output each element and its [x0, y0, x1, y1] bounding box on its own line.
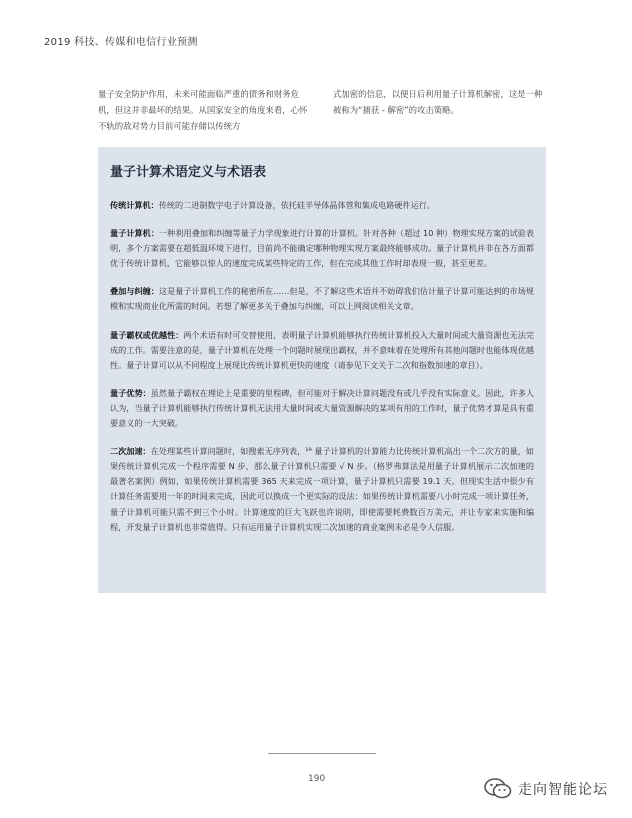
glossary-definition: 传统的二进制数字电子计算设备，依托硅半导体晶体管和集成电路硬件运行。 [158, 200, 436, 210]
glossary-term: 量子优势： [110, 387, 151, 398]
glossary-definition: 这是量子计算机工作的秘密所在……但是，不了解这些术语并不妨碍我们估计量子计算可能达到的市场规模和实现商业化所需的时间。若想了解更多关于叠加与纠缠，可以上网阅读相关文章。 [110, 286, 534, 312]
glossary-term: 二次加速： [110, 446, 151, 457]
report-header: 2019 科技、传媒和电信行业预测 [44, 37, 198, 48]
glossary-entry [110, 328, 534, 373]
glossary-entry [110, 198, 534, 213]
glossary-definition: 一种利用叠加和纠缠等量子力学现象进行计算的计算机。针对各种（超过 10 种）物理实现方案的试验表明，多个方案需要在超低温环境下进行，目前尚不能确定哪种物理实现方案最终能够成功。量子计算机并非在各方面都优于传统计算机，它能够以惊人的速度完成某些特定的工作，但在完成其他工作时却表现一般，甚至更差。 [110, 228, 534, 269]
wechat-icon [484, 778, 512, 800]
glossary-definition: 虽然量子霸权在理论上是重要的里程碑，但可能对于解决计算问题没有或几乎没有实际意义。因此，许多人认为，当量子计算机能够执行传统计算机无法用大量时间或大量资源解决的某项有用的工作时，量子优势才算是具有重要意义的一大突破。 [110, 387, 534, 429]
intro-text-left: 量子安全防护作用，未来可能面临严重的债务和财务危机，但这并非最坏的结果。从国家安全的角度来看，心怀不轨的敌对势力目前可能存储以传统方 [98, 89, 308, 132]
glossary-entry [110, 284, 534, 314]
glossary-entry [110, 226, 534, 271]
intro-text-right: 式加密的信息，以便日后利用量子计算机解密，这是一种被称为“捕获 - 解密”的攻击策略。 [333, 89, 543, 116]
footer-divider [268, 753, 376, 754]
glossary-term: 量子霸权或优越性： [110, 329, 184, 340]
glossary-entry [110, 444, 534, 535]
glossary-title: 量子计算术语定义与术语表 [110, 165, 267, 180]
glossary-entry [110, 386, 534, 431]
glossary-definition: 两个术语有时可交替使用，表明量子计算机能够执行传统计算机投入大量时间或大量资源也无法完成的工作。需要注意的是，量子计算机在处理一个问题时展现出霸权，并不意味着在处理所有其他问题时也能体现优越性。量子计算可以从不同程度上展现比传统计算机更快的速度（请参见下文关于二次和指数加速的章目）。 [110, 329, 534, 370]
glossary-box [98, 147, 546, 593]
glossary-term: 量子计算机： [110, 228, 160, 239]
watermark-text: 走向智能论坛 [518, 782, 608, 798]
glossary-term: 传统计算机： [110, 200, 159, 210]
watermark [484, 778, 608, 800]
page-number: 190 [308, 774, 326, 784]
glossary-term: 叠加与纠缠： [110, 286, 159, 297]
glossary-definition: 在处理某些计算问题时，如搜索无序列表，¹⁹ 量子计算机的计算能力比传统计算机高出一个二次方的量，如果传统计算机完成一个程序需要 N 步，那么量子计算机只需要 √ N 步。（格罗弗算法是用量子计算机展示二次加速的最著名案例）例如，如果传统计算机需要 365 天来完成一项计算，量子计算机只需要 19.1 天。但现实生活中很少有计算任务需要用一年的时间来完成，因此可以换成一个更实际的设法：如果传统计算机需要八小时完成一项计算任务，量子计算机可能只需不到三个小时。计算速度的巨大飞跃也许说明，即使需要耗费数百万美元，并让专家来实施和编程，开发量子计算机也非常值得。只有运用量子计算机实现二次加速的商业案例未必是令人信服。 [110, 446, 534, 532]
